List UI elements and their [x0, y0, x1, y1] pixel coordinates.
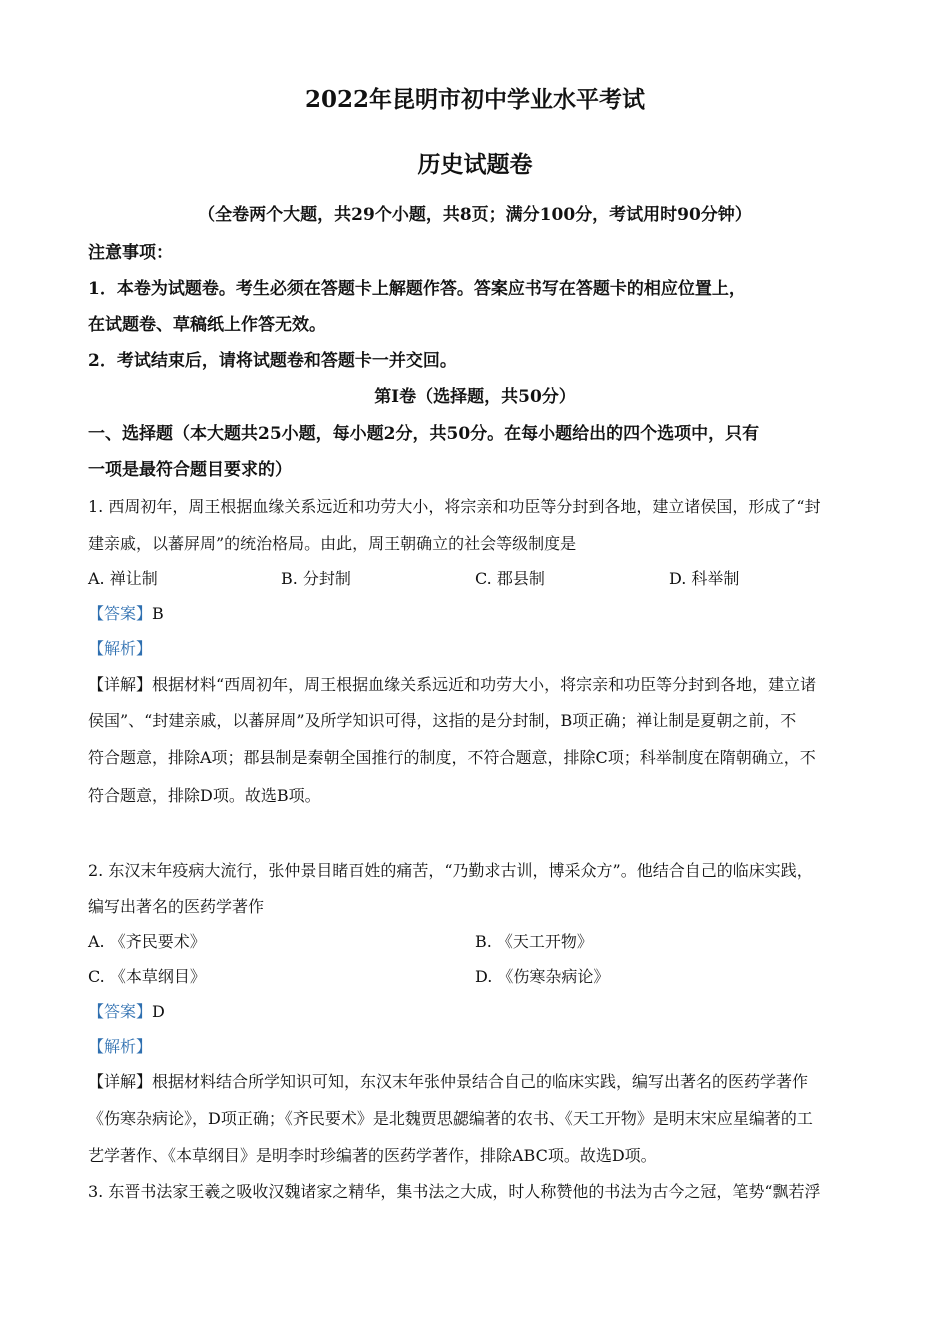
- q1-answer: [88, 604, 164, 624]
- q1-option-c: C. 郡县制: [475, 569, 545, 588]
- notice-item-1-line-1: 1．本卷为试题卷。考生必须在答题卡上解题作答。答案应书写在答题卡的相应位置上，: [88, 279, 746, 299]
- q2-detail-line-1: 【详解】根据材料结合所学知识可知，东汉末年张仲景结合自己的临床实践，编写出著名的医药学著作: [88, 1072, 809, 1091]
- q2-analysis-tag: 【解析】: [88, 1037, 153, 1056]
- q1-analysis-tag: 【解析】: [88, 639, 153, 658]
- notice-heading: 注意事项：: [88, 243, 173, 263]
- part-1-title: 第Ⅰ卷（选择题，共50分）: [374, 387, 576, 407]
- q2-detail-line-2: 《伤寒杂病论》，D项正确；《齐民要术》是北魏贾思勰编著的农书、《天工开物》是明末宋应星编著的工: [88, 1109, 813, 1128]
- q2-option-b: B. 《天工开物》: [475, 932, 593, 951]
- q2-stem-line-2: 编写出著名的医药学著作: [88, 897, 265, 916]
- q1-answer-value: B: [152, 604, 164, 623]
- exam-title: 2022年昆明市初中学业水平考试: [304, 86, 645, 113]
- q2-detail-line-3: 艺学著作、《本草纲目》是明李时珍编著的医药学著作，排除ABC项。故选D项。: [88, 1146, 657, 1165]
- q1-answer-tag: 【答案】: [88, 604, 153, 623]
- exam-subtitle: 历史试题卷: [417, 151, 533, 178]
- q2-option-d: D. 《伤寒杂病论》: [475, 967, 610, 986]
- section-heading-line-1: 一、选择题（本大题共25小题，每小题2分，共50分。在每小题给出的四个选项中，只有: [88, 424, 760, 444]
- q1-option-b: B. 分封制: [281, 569, 351, 588]
- q1-stem-line-2: 建亲戚，以蕃屏周”的统治格局。由此，周王朝确立的社会等级制度是: [88, 534, 577, 553]
- q1-detail-line-2: 侯国”、“封建亲戚，以蕃屏周”及所学知识可得，这指的是分封制，B项正确；禅让制是夏朝之前，不: [88, 711, 797, 730]
- exam-info: （全卷两个大题，共29个小题，共8页；满分100分，考试用时90分钟）: [198, 205, 752, 225]
- q2-answer: [88, 1002, 165, 1022]
- q2-answer-tag: 【答案】: [88, 1002, 153, 1021]
- q2-stem-line-1: 2. 东汉末年疫病大流行，张仲景目睹百姓的痛苦，“乃勤求古训，博采众方”。他结合自己的临床实践，: [88, 861, 813, 880]
- q2-option-c: C. 《本草纲目》: [88, 967, 206, 986]
- q1-detail-line-4: 符合题意，排除D项。故选B项。: [88, 786, 321, 805]
- q1-option-a: A. 禅让制: [88, 569, 158, 588]
- q2-answer-value: D: [152, 1002, 165, 1021]
- q1-stem-line-1: 1. 西周初年，周王根据血缘关系远近和功劳大小，将宗亲和功臣等分封到各地，建立诸侯国，形成了“封: [88, 497, 821, 516]
- notice-item-1-line-2: 在试题卷、草稿纸上作答无效。: [88, 315, 326, 335]
- q1-detail-line-3: 符合题意，排除A项；郡县制是秦朝全国推行的制度，不符合题意，排除C项；科举制度在隋朝确立，不: [88, 748, 816, 767]
- q1-option-d: D. 科举制: [669, 569, 740, 588]
- section-heading-line-2: 一项是最符合题目要求的）: [88, 460, 292, 480]
- q1-detail-line-1: 【详解】根据材料“西周初年，周王根据血缘关系远近和功劳大小，将宗亲和功臣等分封到各地，建立诸: [88, 675, 817, 694]
- q2-option-a: A. 《齐民要术》: [88, 932, 206, 951]
- notice-item-2: 2．考试结束后，请将试题卷和答题卡一并交回。: [88, 351, 457, 371]
- q3-stem-line-1: 3. 东晋书法家王羲之吸收汉魏诸家之精华，集书法之大成，时人称赞他的书法为古今之冠，笔势“飘若浮: [88, 1182, 821, 1201]
